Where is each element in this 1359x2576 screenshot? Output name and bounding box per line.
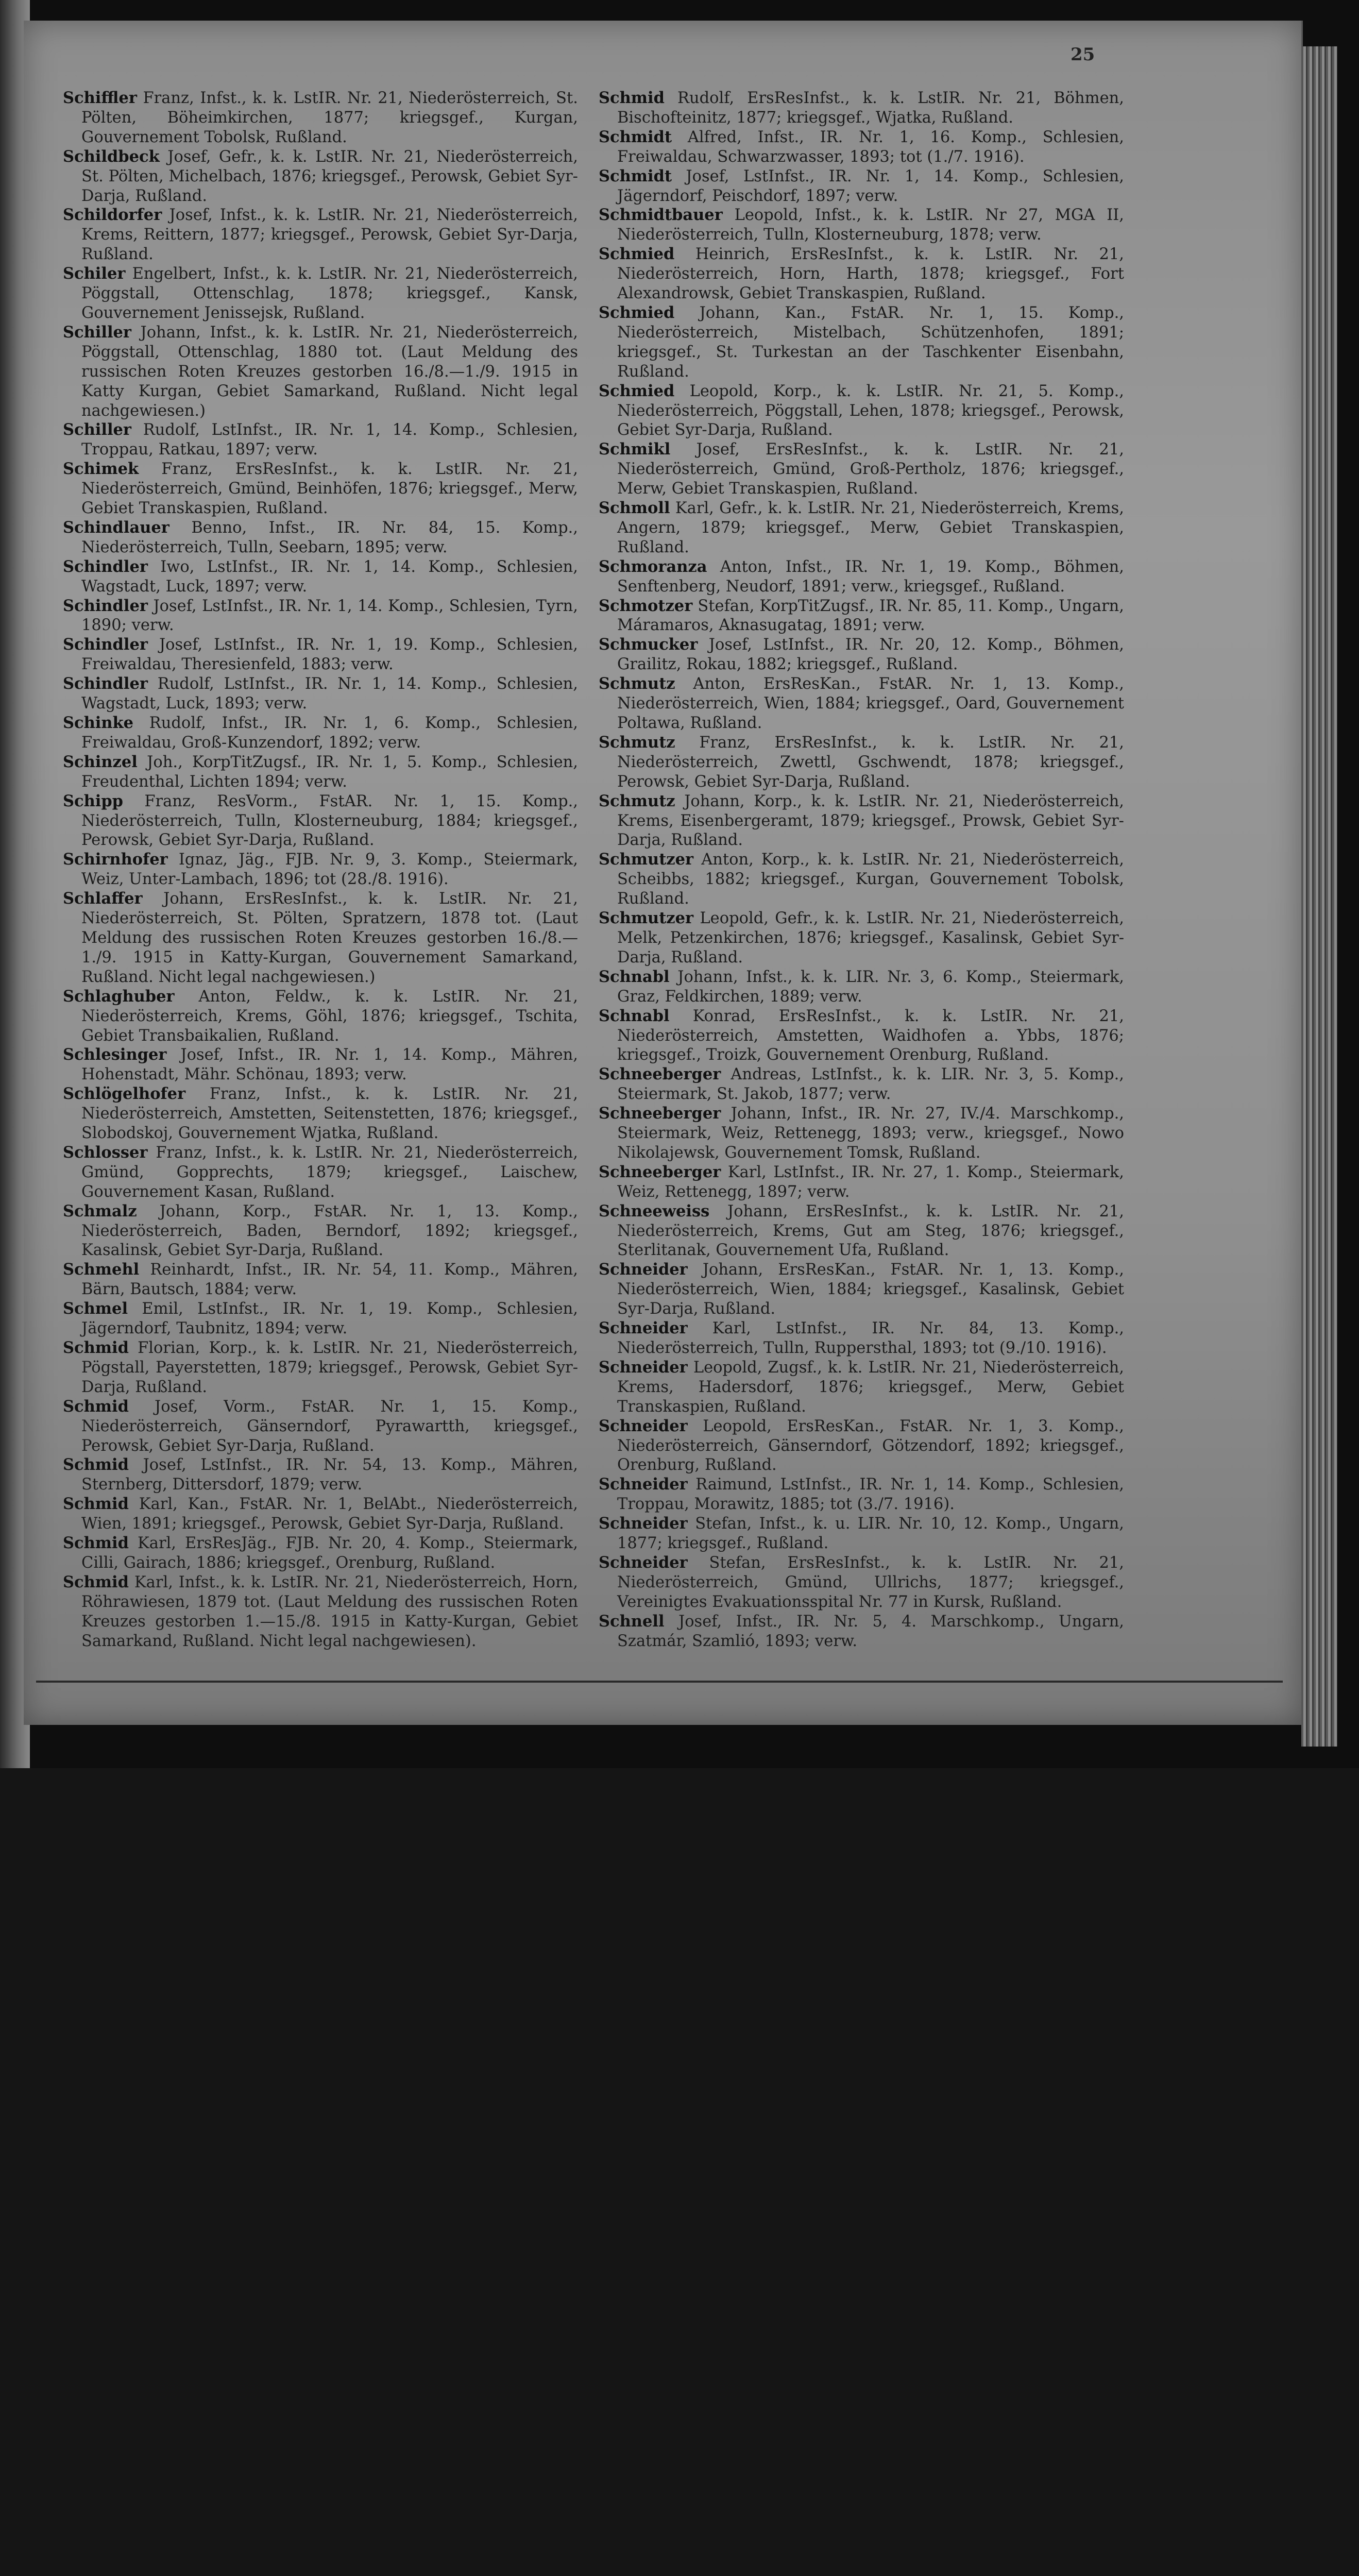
entry-surname: Schiler bbox=[63, 264, 126, 283]
register-entry bbox=[63, 597, 578, 636]
register-entry bbox=[599, 1065, 1124, 1104]
entry-surname: Schmel bbox=[63, 1299, 128, 1318]
entry-surname: Schmied bbox=[599, 381, 675, 400]
entry-details: Johann, ErsResInfst., k. k. LstIR. Nr. 21, Niederösterreich, Krems, Gut am Steg, 1876; kriegsgef., Sterlitanak, Gouvernement Ufa, Rußland. bbox=[617, 1202, 1124, 1260]
entry-surname: Schneeberger bbox=[599, 1104, 721, 1123]
entry-surname: Schneider bbox=[599, 1416, 688, 1435]
register-entry bbox=[63, 1202, 578, 1261]
entry-details: Johann, Infst., IR. Nr. 27, IV./4. Marschkomp., Steiermark, Weiz, Rettenegg, 1893; verw., kriegsgef., Nowo Nikolajewsk, Gouvernement Tomsk, Rußland. bbox=[617, 1105, 1124, 1162]
entry-details: Josef, LstInfst., IR. Nr. 1, 14. Komp., Schlesien, Tyrn, 1890; verw. bbox=[81, 597, 578, 635]
entry-details: Johann, ErsResInfst., k. k. LstIR. Nr. 21, Niederösterreich, St. Pölten, Spratzern, 1878 tot. (Laut Meldung des russischen Roten Kreuzes gestorben 16./8.—1./9. 1915 in Katty-Kurgan, Gouvernement Samarkand, Rußland. Nicht legal nachgewiesen.) bbox=[81, 890, 578, 986]
register-entry bbox=[599, 167, 1124, 206]
entry-surname: Schmid bbox=[63, 1397, 129, 1416]
register-entry bbox=[599, 1260, 1124, 1319]
entry-surname: Schlaghuber bbox=[63, 987, 175, 1006]
register-entry bbox=[599, 499, 1124, 557]
entry-details: Rudolf, LstInfst., IR. Nr. 1, 14. Komp., Schlesien, Troppau, Ratkau, 1897; verw. bbox=[81, 421, 578, 459]
entry-details: Benno, Infst., IR. Nr. 84, 15. Komp., Niederösterreich, Tulln, Seebarn, 1895; verw. bbox=[81, 518, 578, 556]
entry-surname: Schmotzer bbox=[599, 596, 693, 615]
register-entry bbox=[63, 1455, 578, 1495]
entry-details: Iwo, LstInfst., IR. Nr. 1, 14. Komp., Schlesien, Wagstadt, Luck, 1897; verw. bbox=[81, 557, 578, 596]
register-entry bbox=[599, 850, 1124, 909]
entry-details: Josef, Infst., k. k. LstIR. Nr. 21, Niederösterreich, Krems, Reittern, 1877; kriegsgef., Perowsk, Gebiet Syr-Darja, Rußland. bbox=[81, 206, 578, 264]
register-entry bbox=[599, 909, 1124, 968]
register-entry bbox=[63, 518, 578, 557]
register-entry bbox=[63, 674, 578, 714]
register-entry bbox=[599, 1104, 1124, 1163]
entry-surname: Schmehl bbox=[63, 1260, 140, 1279]
entry-surname: Schmucker bbox=[599, 635, 698, 654]
entry-details: Stefan, ErsResInfst., k. k. LstIR. Nr. 21, Niederösterreich, Gmünd, Ullrichs, 1877; kriegsgef., Vereinigtes Evakuationsspital Nr. 77 in Kursk, Rußland. bbox=[617, 1553, 1124, 1611]
entry-surname: Schlosser bbox=[63, 1143, 148, 1162]
register-entry bbox=[599, 557, 1124, 597]
entry-details: Josef, LstInfst., IR. Nr. 1, 19. Komp., Schlesien, Freiwaldau, Theresienfeld, 1883; verw. bbox=[81, 636, 578, 674]
entry-details: Josef, Infst., IR. Nr. 5, 4. Marschkomp., Ungarn, Szatmár, Szamlió, 1893; verw. bbox=[617, 1612, 1124, 1650]
entry-surname: Schmalz bbox=[63, 1201, 137, 1221]
entry-details: Engelbert, Infst., k. k. LstIR. Nr. 21, Niederösterreich, Pöggstall, Ottenschlag, 1878; kriegsgef., Kansk, Gouvernement Jenissejsk, Rußland. bbox=[81, 265, 578, 322]
register-entry bbox=[63, 1260, 578, 1299]
entry-details: Leopold, Korp., k. k. LstIR. Nr. 21, 5. Komp., Niederösterreich, Pöggstall, Lehen, 1878; kriegsgef., Perowsk, Gebiet Syr-Darja, Rußland. bbox=[617, 382, 1124, 439]
entry-surname: Schneider bbox=[599, 1358, 688, 1377]
entry-surname: Schmid bbox=[599, 89, 665, 107]
register-entry bbox=[599, 1202, 1124, 1261]
register-entry bbox=[63, 1299, 578, 1338]
register-entry bbox=[63, 323, 578, 421]
entry-details: Raimund, LstInfst., IR. Nr. 1, 14. Komp., Schlesien, Troppau, Morawitz, 1885; tot (3./7. 1916). bbox=[617, 1476, 1124, 1514]
entry-details: Johann, Korp., FstAR. Nr. 1, 13. Komp., Niederösterreich, Baden, Berndorf, 1892; kriegsgef., Kasalinsk, Gebiet Syr-Darja, Rußland. bbox=[81, 1202, 579, 1260]
entry-surname: Schindler bbox=[63, 557, 148, 576]
register-entry bbox=[599, 1358, 1124, 1417]
entry-details: Ignaz, Jäg., FJB. Nr. 9, 3. Komp., Steiermark, Weiz, Unter-Lambach, 1896; tot (28./8. 1916). bbox=[81, 851, 578, 889]
entry-surname: Schmidtbauer bbox=[599, 206, 723, 225]
entry-surname: Schnell bbox=[599, 1612, 665, 1631]
register-entry bbox=[63, 147, 578, 206]
viewer-footer bbox=[0, 1768, 1359, 1868]
register-entry bbox=[63, 1143, 578, 1202]
entry-details: Leopold, Infst., k. k. LstIR. Nr 27, MGA II, Niederösterreich, Tulln, Klosterneuburg, 1878; verw. bbox=[617, 206, 1124, 244]
register-entry bbox=[599, 1514, 1124, 1553]
entry-surname: Schneider bbox=[599, 1260, 688, 1279]
entry-details: Franz, ResVorm., FstAR. Nr. 1, 15. Komp., Niederösterreich, Tulln, Klosterneuburg, 1884; kriegsgef., Perowsk, Gebiet Syr-Darja, Rußland. bbox=[81, 792, 578, 850]
entry-details: Josef, LstInfst., IR. Nr. 54, 13. Komp., Mähren, Sternberg, Dittersdorf, 1879; verw. bbox=[81, 1456, 578, 1494]
register-entry bbox=[599, 1007, 1124, 1065]
entry-surname: Schiffler bbox=[63, 89, 137, 107]
entry-surname: Schiller bbox=[63, 323, 132, 342]
entry-details: Josef, Infst., IR. Nr. 1, 14. Komp., Mähren, Hohenstadt, Mähr. Schönau, 1893; verw. bbox=[81, 1046, 578, 1084]
register-entry bbox=[599, 1553, 1124, 1612]
entry-surname: Schmied bbox=[599, 245, 675, 264]
entry-surname: Schirnhofer bbox=[63, 850, 168, 869]
entry-details: Rudolf, LstInfst., IR. Nr. 1, 14. Komp., Schlesien, Wagstadt, Luck, 1893; verw. bbox=[81, 675, 578, 713]
entry-surname: Schlaffer bbox=[63, 889, 143, 908]
entry-details: Karl, Gefr., k. k. LstIR. Nr. 21, Niederösterreich, Krems, Angern, 1879; kriegsgef., Merw, Gebiet Transkaspien, Rußland. bbox=[617, 499, 1124, 556]
register-entry bbox=[63, 1534, 578, 1573]
entry-surname: Schindler bbox=[63, 674, 148, 693]
entry-surname: Schmutzer bbox=[599, 909, 694, 928]
entry-surname: Schlesinger bbox=[63, 1045, 167, 1064]
entry-details: Alfred, Infst., IR. Nr. 1, 16. Komp., Schlesien, Freiwaldau, Schwarzwasser, 1893; tot (1./7. 1916). bbox=[617, 128, 1124, 166]
register-entry bbox=[599, 89, 1124, 128]
entry-details: Franz, Infst., k. k. LstIR. Nr. 21, Niederösterreich, Amstetten, Seitenstetten, 1876; kriegsgef., Slobodskoj, Gouvernement Wjatka, Rußland. bbox=[81, 1085, 578, 1143]
entry-details: Franz, Infst., k. k. LstIR. Nr. 21, Niederösterreich, St. Pölten, Böheimkirchen, 1877; kriegsgef., Kurgan, Gouvernement Tobolsk, Rußland. bbox=[81, 89, 578, 146]
entry-details: Rudolf, ErsResInfst., k. k. LstIR. Nr. 21, Böhmen, Bischofteinitz, 1877; kriegsgef., Wjatka, Rußland. bbox=[617, 89, 1124, 127]
register-entry bbox=[63, 1573, 578, 1651]
register-entry bbox=[63, 557, 578, 597]
entry-details: Anton, ErsResKan., FstAR. Nr. 1, 13. Komp., Niederösterreich, Wien, 1884; kriegsgef., Oard, Gouvernement Poltawa, Rußland. bbox=[617, 675, 1124, 732]
entry-details: Josef, ErsResInfst., k. k. LstIR. Nr. 21, Niederösterreich, Gmünd, Groß-Pertholz, 1876; kriegsgef., Merw, Gebiet Transkaspien, Rußland. bbox=[617, 440, 1125, 498]
register-entry bbox=[63, 987, 578, 1046]
register-entry bbox=[599, 733, 1124, 792]
entry-surname: Schildorfer bbox=[63, 206, 162, 225]
entry-details: Johann, Infst., k. k. LstIR. Nr. 21, Niederösterreich, Pöggstall, Ottenschlag, 1880 tot. (Laut Meldung des russischen Roten Kreuzes gestorben 16./8.—1./9. 1915 in Katty Kurgan, Gebiet Samarkand, Rußland. Nicht legal nachgewiesen.) bbox=[81, 323, 578, 420]
entry-details: Karl, Infst., k. k. LstIR. Nr. 21, Niederösterreich, Horn, Röhrawiesen, 1879 tot. (Laut Meldung des russischen Roten Kreuzes gestorben 1.—15./8. 1915 in Katty-Kurgan, Gebiet Samarkand, Rußland. Nicht legal nachgewiesen). bbox=[81, 1573, 578, 1650]
entry-details: Karl, LstInfst., IR. Nr. 27, 1. Komp., Steiermark, Weiz, Rettenegg, 1897; verw. bbox=[617, 1163, 1125, 1201]
register-entry bbox=[599, 303, 1124, 382]
entry-details: Anton, Infst., IR. Nr. 1, 19. Komp., Böhmen, Senftenberg, Neudorf, 1891; verw., kriegsgef., Rußland. bbox=[617, 557, 1124, 596]
entry-details: Johann, Kan., FstAR. Nr. 1, 15. Komp., Niederösterreich, Mistelbach, Schützenhofen, 1891; kriegsgef., St. Turkestan an der Taschkenter Eisenbahn, Rußland. bbox=[617, 303, 1124, 381]
entry-surname: Schinke bbox=[63, 714, 134, 732]
entry-surname: Schmidt bbox=[599, 166, 672, 185]
entry-surname: Schneeberger bbox=[599, 1162, 721, 1181]
entry-surname: Schipp bbox=[63, 791, 124, 810]
register-entry bbox=[63, 1397, 578, 1456]
entry-surname: Schildbeck bbox=[63, 147, 160, 166]
entry-details: Leopold, ErsResKan., FstAR. Nr. 1, 3. Komp., Niederösterreich, Gänserndorf, Götzendorf, 1892; kriegsgef., Orenburg, Rußland. bbox=[617, 1417, 1124, 1475]
register-entry bbox=[599, 597, 1124, 636]
register-entry bbox=[63, 850, 578, 889]
entry-details: Andreas, LstInfst., k. k. LIR. Nr. 3, 5. Komp., Steiermark, St. Jakob, 1877; verw. bbox=[617, 1065, 1124, 1104]
entry-surname: Schneeweiss bbox=[599, 1201, 710, 1221]
register-entry bbox=[63, 264, 578, 323]
entry-surname: Schmidt bbox=[599, 127, 672, 146]
register-entry bbox=[599, 792, 1124, 851]
entry-details: Stefan, KorpTitZugsf., IR. Nr. 85, 11. Komp., Ungarn, Máramaros, Aknasugatag, 1891; verw. bbox=[617, 597, 1124, 635]
entry-surname: Schneider bbox=[599, 1475, 688, 1494]
entry-details: Emil, LstInfst., IR. Nr. 1, 19. Komp., Schlesien, Jägerndorf, Taubnitz, 1894; verw. bbox=[81, 1300, 578, 1338]
entry-surname: Schindler bbox=[63, 596, 148, 615]
entry-surname: Schmutzer bbox=[599, 850, 694, 869]
entry-details: Anton, Feldw., k. k. LstIR. Nr. 21, Niederösterreich, Krems, Göhl, 1876; kriegsgef., Tschita, Gebiet Transbaikalien, Rußland. bbox=[81, 987, 578, 1045]
register-entry bbox=[599, 674, 1124, 733]
entry-surname: Schinzel bbox=[63, 752, 138, 771]
entry-details: Josef, LstInfst., IR. Nr. 20, 12. Komp., Böhmen, Grailitz, Rokau, 1882; kriegsgef., Rußland. bbox=[617, 636, 1124, 674]
entry-details: Anton, Korp., k. k. LstIR. Nr. 21, Niederösterreich, Scheibbs, 1882; kriegsgef., Kurgan, Gouvernement Tobolsk, Rußland. bbox=[617, 851, 1124, 908]
entry-details: Reinhardt, Infst., IR. Nr. 54, 11. Komp., Mähren, Bärn, Bautsch, 1884; verw. bbox=[81, 1261, 578, 1299]
entry-surname: Schmid bbox=[63, 1338, 129, 1357]
entry-details: Franz, ErsResInfst., k. k. LstIR. Nr. 21, Niederösterreich, Zwettl, Gschwendt, 1878; kriegsgef., Perowsk, Gebiet Syr-Darja, Rußland. bbox=[617, 733, 1124, 791]
entry-details: Josef, LstInfst., IR. Nr. 1, 14. Komp., Schlesien, Jägerndorf, Peischdorf, 1897; verw. bbox=[617, 167, 1124, 205]
entry-surname: Schmid bbox=[63, 1534, 129, 1553]
register-entry bbox=[63, 1045, 578, 1084]
entry-details: Johann, ErsResKan., FstAR. Nr. 1, 13. Komp., Niederösterreich, Wien, 1884; kriegsgef., Kasalinsk, Gebiet Syr-Darja, Rußland. bbox=[617, 1261, 1124, 1318]
bottom-rule bbox=[36, 1681, 1283, 1683]
register-entry bbox=[599, 1612, 1124, 1651]
register-entry bbox=[599, 1319, 1124, 1358]
entry-surname: Schmikl bbox=[599, 440, 671, 459]
entry-details: Konrad, ErsResInfst., k. k. LstIR. Nr. 21, Niederösterreich, Amstetten, Waidhofen a. Ybbs, 1876; kriegsgef., Troizk, Gouvernement Orenburg, Rußland. bbox=[617, 1007, 1124, 1064]
register-entry bbox=[63, 1338, 578, 1397]
entry-surname: Schmutz bbox=[599, 733, 675, 752]
register-entry bbox=[63, 1495, 578, 1534]
register-entry bbox=[599, 635, 1124, 674]
entry-surname: Schlögelhofer bbox=[63, 1084, 186, 1104]
entry-surname: Schmid bbox=[63, 1455, 129, 1475]
entry-surname: Schmutz bbox=[599, 791, 675, 810]
register-entry bbox=[63, 89, 578, 147]
entry-details: Rudolf, Infst., IR. Nr. 1, 6. Komp., Schlesien, Freiwaldau, Groß-Kunzendorf, 1892; verw. bbox=[81, 714, 578, 752]
entry-details: Leopold, Gefr., k. k. LstIR. Nr. 21, Niederösterreich, Melk, Petzenkirchen, 1876; kriegsgef., Kasalinsk, Gebiet Syr-Darja, Rußland. bbox=[617, 909, 1124, 967]
register-entry bbox=[63, 714, 578, 753]
entry-details: Franz, Infst., k. k. LstIR. Nr. 21, Niederösterreich, Gmünd, Gopprechts, 1879; kriegsgef., Laischew, Gouvernement Kasan, Rußland. bbox=[81, 1143, 579, 1201]
entry-surname: Schnabl bbox=[599, 1006, 670, 1025]
register-entry bbox=[63, 460, 578, 518]
entry-surname: Schneider bbox=[599, 1514, 688, 1533]
entry-surname: Schneider bbox=[599, 1319, 688, 1338]
register-entry bbox=[599, 128, 1124, 167]
register-entry bbox=[63, 792, 578, 851]
entry-details: Franz, ErsResInfst., k. k. LstIR. Nr. 21, Niederösterreich, Gmünd, Beinhöfen, 1876; kriegsgef., Merw, Gebiet Transkaspien, Rußland. bbox=[81, 460, 578, 518]
register-entry bbox=[63, 420, 578, 460]
entry-surname: Schindlauer bbox=[63, 518, 169, 537]
entry-details: Karl, LstInfst., IR. Nr. 84, 13. Komp., Niederösterreich, Tulln, Ruppersthal, 1893; tot (9./10. 1916). bbox=[617, 1319, 1124, 1357]
entry-surname: Schindler bbox=[63, 635, 148, 654]
entry-details: Karl, ErsResJäg., FJB. Nr. 20, 4. Komp., Steiermark, Cilli, Gairach, 1886; kriegsgef., Orenburg, Rußland. bbox=[81, 1534, 578, 1572]
entry-surname: Schmoll bbox=[599, 499, 670, 518]
entry-details: Josef, Vorm., FstAR. Nr. 1, 15. Komp., Niederösterreich, Gänserndorf, Pyrawartth, kriegsgef., Perowsk, Gebiet Syr-Darja, Rußland. bbox=[81, 1397, 578, 1455]
entry-surname: Schneeberger bbox=[599, 1065, 721, 1084]
page-stack-edge bbox=[1301, 46, 1337, 1747]
entry-surname: Schmid bbox=[63, 1495, 129, 1514]
entry-details: Florian, Korp., k. k. LstIR. Nr. 21, Niederösterreich, Pögstall, Payerstetten, 1879; kriegsgef., Perowsk, Gebiet Syr-Darja, Rußland. bbox=[81, 1339, 578, 1396]
left-column bbox=[63, 89, 578, 1651]
entry-surname: Schmutz bbox=[599, 674, 675, 693]
register-entry bbox=[599, 440, 1124, 499]
register-entry bbox=[599, 1475, 1124, 1514]
register-entry bbox=[599, 968, 1124, 1007]
register-entry bbox=[599, 1163, 1124, 1202]
register-entry bbox=[599, 1417, 1124, 1476]
register-entry bbox=[63, 1084, 578, 1143]
entry-details: Joh., KorpTitZugsf., IR. Nr. 1, 5. Komp., Schlesien, Freudenthal, Lichten 1894; verw. bbox=[81, 753, 578, 791]
entry-surname: Schiller bbox=[63, 420, 132, 439]
entry-surname: Schnabl bbox=[599, 967, 670, 986]
register-entry bbox=[63, 889, 578, 987]
entry-details: Karl, Kan., FstAR. Nr. 1, BelAbt., Niederösterreich, Wien, 1891; kriegsgef., Perowsk, Gebiet Syr-Darja, Rußland. bbox=[81, 1495, 578, 1533]
register-entry bbox=[599, 206, 1124, 245]
register-entry bbox=[599, 245, 1124, 303]
entry-details: Stefan, Infst., k. u. LIR. Nr. 10, 12. Komp., Ungarn, 1877; kriegsgef., Rußland. bbox=[617, 1515, 1124, 1553]
entry-surname: Schneider bbox=[599, 1553, 688, 1572]
register-entry bbox=[63, 753, 578, 792]
entry-details: Heinrich, ErsResInfst., k. k. LstIR. Nr. 21, Niederösterreich, Horn, Harth, 1878; kriegsgef., Fort Alexandrowsk, Gebiet Transkaspien, Rußland. bbox=[617, 245, 1124, 303]
entry-details: Leopold, Zugsf., k. k. LstIR. Nr. 21, Niederösterreich, Krems, Hadersdorf, 1876; kriegsgef., Merw, Gebiet Transkaspien, Rußland. bbox=[617, 1358, 1125, 1416]
entry-details: Johann, Korp., k. k. LstIR. Nr. 21, Niederösterreich, Krems, Eisenbergeramt, 1879; kriegsgef., Prowsk, Gebiet Syr-Darja, Rußland. bbox=[617, 792, 1124, 850]
register-entry bbox=[63, 635, 578, 674]
entry-surname: Schmied bbox=[599, 303, 675, 322]
entry-surname: Schimek bbox=[63, 460, 139, 479]
right-column bbox=[599, 89, 1124, 1651]
register-entry bbox=[599, 382, 1124, 440]
register-entry bbox=[63, 206, 578, 264]
entry-details: Johann, Infst., k. k. LIR. Nr. 3, 6. Komp., Steiermark, Graz, Feldkirchen, 1889; verw. bbox=[617, 968, 1125, 1006]
entry-surname: Schmoranza bbox=[599, 557, 707, 576]
page-number: 25 bbox=[1071, 44, 1095, 65]
entry-surname: Schmid bbox=[63, 1572, 129, 1591]
entry-details: Josef, Gefr., k. k. LstIR. Nr. 21, Niederösterreich, St. Pölten, Michelbach, 1876; kriegsgef., Perowsk, Gebiet Syr-Darja, Rußland. bbox=[81, 147, 578, 205]
